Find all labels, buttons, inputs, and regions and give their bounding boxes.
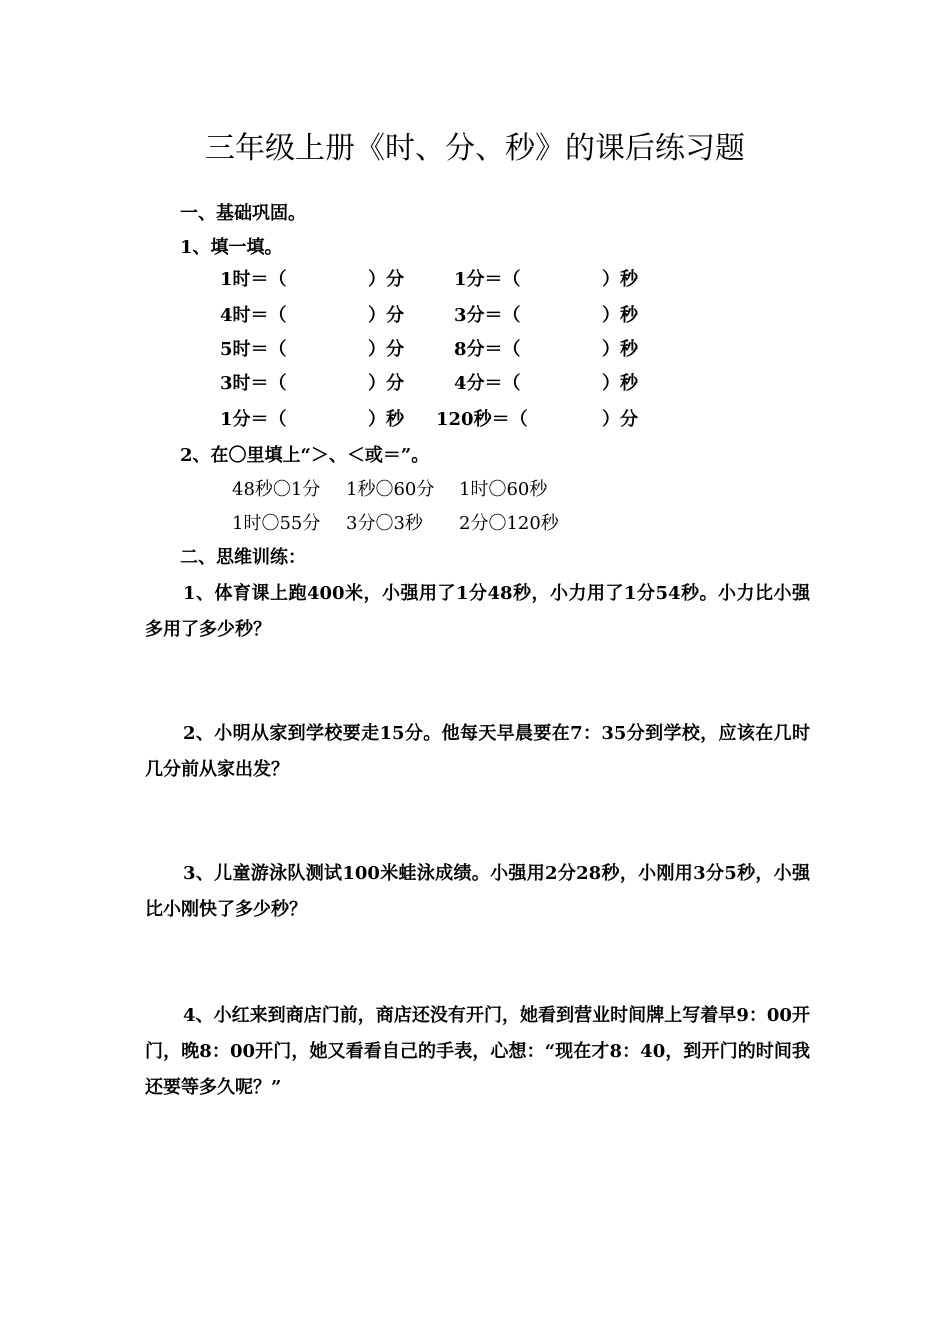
fill-row: [0, 268, 950, 292]
fill-row: [0, 338, 950, 362]
fill-left-prefix: 4时＝（: [220, 305, 287, 326]
section2-heading: 二、思维训练：: [180, 547, 306, 568]
compare-row: [0, 478, 950, 502]
fill-left-prefix: 5时＝（: [220, 339, 287, 360]
fill-right-suffix: ）分: [602, 409, 638, 430]
fill-right-suffix: ）秒: [602, 339, 638, 360]
compare-row: [0, 512, 950, 536]
compare-item: 2分〇120秒: [459, 513, 559, 534]
fill-right-prefix: 3分＝（: [454, 305, 521, 326]
word-problem-4: 4、小红来到商店门前，商店还没有开门，她看到营业时间牌上写着早9：00开门，晚8：00开门，她又看看自己的手表，心想：“现在才8：40，到开门的时间我还要等多久呢？”: [145, 1005, 810, 1098]
compare-item: 1秒〇60分: [346, 479, 435, 500]
fill-right-prefix: 120秒＝（: [436, 409, 528, 430]
word-problem-2: 2、小明从家到学校要走15分。他每天早晨要在7：35分到学校，应该在几时几分前从家出发？: [145, 723, 810, 780]
compare-item: 48秒〇1分: [232, 479, 321, 500]
page-title: 三年级上册《时、分、秒》的课后练习题: [205, 131, 745, 166]
word-problem-3: 3、儿童游泳队测试100米蛙泳成绩。小强用2分28秒，小刚用3分5秒，小强比小刚快了多少秒？: [145, 863, 810, 920]
fill-row: [0, 372, 950, 396]
q1-heading: 1、填一填。: [180, 237, 283, 258]
fill-left-suffix: ）分: [368, 269, 404, 290]
fill-right-suffix: ）秒: [602, 269, 638, 290]
fill-right-prefix: 8分＝（: [454, 339, 521, 360]
section1-heading: 一、基础巩固。: [180, 203, 306, 224]
fill-right-suffix: ）秒: [602, 373, 638, 394]
compare-item: 1时〇60秒: [459, 479, 548, 500]
compare-item: 3分〇3秒: [346, 513, 423, 534]
fill-left-suffix: ）分: [368, 305, 404, 326]
fill-left-suffix: ）分: [368, 339, 404, 360]
fill-left-prefix: 1时＝（: [220, 269, 287, 290]
fill-right-prefix: 4分＝（: [454, 373, 521, 394]
fill-row: [0, 304, 950, 328]
fill-right-suffix: ）秒: [602, 305, 638, 326]
fill-row: [0, 408, 950, 432]
fill-left-prefix: 1分＝（: [220, 409, 287, 430]
fill-left-suffix: ）秒: [368, 409, 404, 430]
q2-heading: 2、在〇里填上“＞、＜或＝”。: [180, 445, 430, 466]
compare-item: 1时〇55分: [232, 513, 321, 534]
fill-right-prefix: 1分＝（: [454, 269, 521, 290]
word-problem-1: 1、体育课上跑400米，小强用了1分48秒，小力用了1分54秒。小力比小强多用了多少秒？: [145, 583, 810, 640]
fill-left-prefix: 3时＝（: [220, 373, 287, 394]
fill-left-suffix: ）分: [368, 373, 404, 394]
